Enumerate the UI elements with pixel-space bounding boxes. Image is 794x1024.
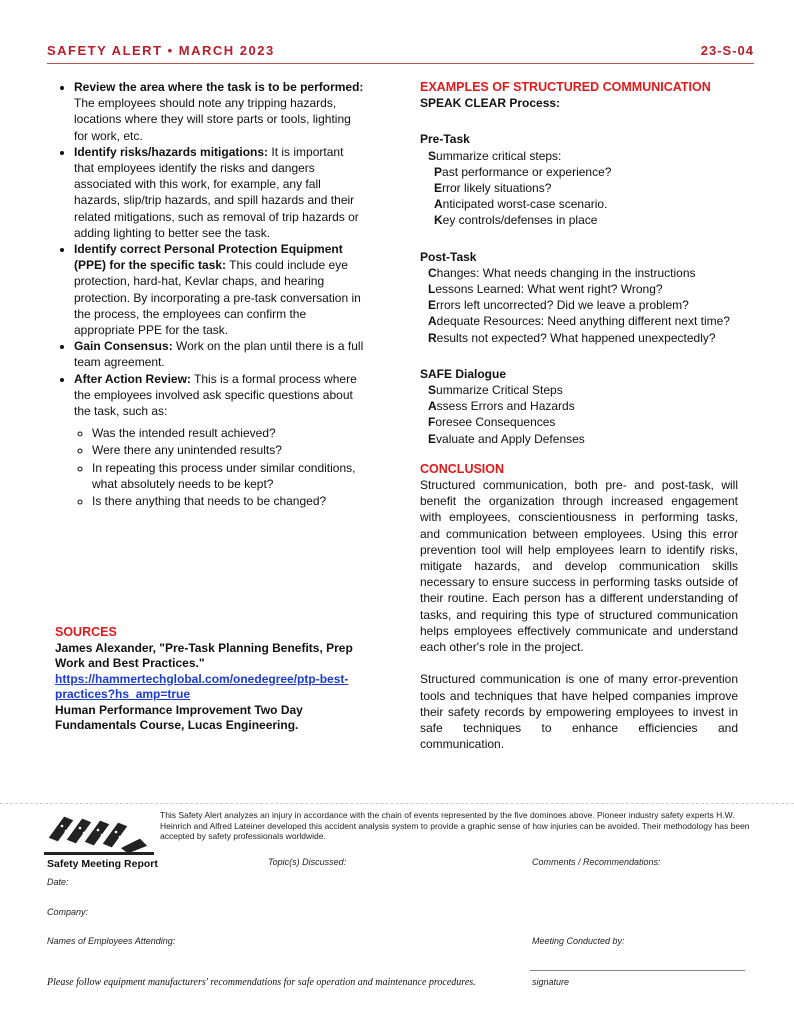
footer-description: This Safety Alert analyzes an injury in accordance with the chain of events represented by the five dominoes above. Pioneer industry safety experts H.W. Heinrich and Alfred Lateiner developed this accident analysis system to provide a graphic sense of how injuries can be avoided. Their methodology has been accepted by safety professionals worldwide. bbox=[160, 810, 750, 841]
signature-label: signature bbox=[532, 977, 570, 987]
page-header bbox=[47, 43, 754, 64]
source-link[interactable]: https://hammertechglobal.com/onedegree/ptp-best-practices?hs_amp=true bbox=[55, 671, 349, 701]
conclusion-paragraph-1: Structured communication, both pre- and post-task, will benefit the organization through increased engagement with employees, conscientiousness in performing tasks, and communication between employees. Using this error prevention tool will help employees learn to identify risks, mitigate hazards, and develop communication skills necessary to ensure success in performing tasks outside of their routine. Each person has a different understanding of tasks, and requiring this type of structured communication helps employees effectively communicate and understand each other's role in the project. bbox=[420, 478, 738, 655]
sources-section bbox=[55, 625, 365, 734]
list-item: ◦ In repeating this process under similar conditions, what absolutely needs to be kept? bbox=[92, 460, 366, 492]
left-column bbox=[56, 79, 366, 510]
conclusion-paragraph-2: Structured communication is one of many error-prevention tools and techniques that have helped companies improve their safety records by empowering employees to invest in safe techniques to enhance efficiencies and communication. bbox=[420, 672, 738, 752]
employees-label: Names of Employees Attending: bbox=[47, 936, 176, 946]
safe-item: Summarize Critical Steps bbox=[428, 383, 563, 398]
list-item: ◦ Was the intended result achieved? bbox=[92, 425, 366, 441]
pretask-lead: Summarize critical steps: bbox=[428, 148, 562, 163]
source-1: James Alexander, "Pre-Task Planning Benefits, Prep Work and Best Practices." bbox=[55, 640, 353, 670]
company-label: Company: bbox=[47, 907, 89, 917]
topics-label: Topic(s) Discussed: bbox=[268, 857, 347, 867]
date-label: Date: bbox=[47, 877, 69, 887]
safe-item: Foresee Consequences bbox=[428, 415, 556, 430]
list-item: ◦ Is there anything that needs to be changed? bbox=[92, 493, 366, 509]
posttask-item: Results not expected? What happened unexpectedly? bbox=[428, 330, 716, 345]
list-item: • Review the area where the task is to be performed: The employees should note any tripping hazards, locations where they will store parts or tools, lighting for work, etc. bbox=[74, 79, 366, 144]
safe-dialogue-title: SAFE Dialogue bbox=[420, 366, 507, 381]
pretask-title: Pre-Task bbox=[420, 132, 470, 147]
examples-heading: EXAMPLES OF STRUCTURED COMMUNICATION bbox=[420, 80, 711, 94]
pretask-item: Key controls/defenses in place bbox=[434, 213, 598, 228]
pretask-item: Past performance or experience? bbox=[434, 164, 612, 179]
review-questions-list bbox=[74, 425, 366, 509]
posttask-title: Post-Task bbox=[420, 249, 477, 264]
list-item: • Identify correct Personal Protection Equipment (PPE) for the specific task: This could include eye protection, hard-hat, Kevlar chaps, and hearing protection. By incorporating a pre-task conversation in the process, the employees can confirm the appropriate PPE for the task. bbox=[74, 241, 366, 338]
speak-clear-title: SPEAK CLEAR Process: bbox=[420, 96, 561, 111]
conclusion-heading: CONCLUSION bbox=[420, 461, 505, 476]
safe-item: Assess Errors and Hazards bbox=[428, 399, 575, 414]
alert-title: SAFETY ALERT • MARCH 2023 bbox=[47, 43, 275, 58]
report-title: Safety Meeting Report bbox=[47, 858, 158, 870]
posttask-item: Lessons Learned: What went right? Wrong? bbox=[428, 282, 663, 297]
divider bbox=[0, 803, 794, 804]
pretask-item: Anticipated worst-case scenario. bbox=[434, 197, 608, 212]
right-column bbox=[420, 79, 738, 752]
safe-item: Evaluate and Apply Defenses bbox=[428, 431, 585, 446]
posttask-item: Adequate Resources: Need anything different next time? bbox=[428, 314, 730, 329]
list-item: • Gain Consensus: Work on the plan until there is a full team agreement. bbox=[74, 338, 366, 370]
list-item: ◦ Were there any unintended results? bbox=[92, 442, 366, 458]
sources-heading: SOURCES bbox=[55, 625, 117, 639]
comments-label: Comments / Recommendations: bbox=[532, 857, 661, 867]
dominoes-logo-icon bbox=[44, 808, 156, 858]
signature-line bbox=[530, 970, 745, 971]
posttask-item: Errors left uncorrected? Did we leave a problem? bbox=[428, 298, 689, 313]
alert-number: 23-S-04 bbox=[700, 43, 754, 58]
posttask-item: Changes: What needs changing in the instructions bbox=[428, 265, 696, 280]
steps-list bbox=[56, 79, 366, 509]
conducted-label: Meeting Conducted by: bbox=[532, 936, 625, 946]
safety-note: Please follow equipment manufacturers' recommendations for safe operation and maintenance procedures. bbox=[47, 977, 476, 988]
pretask-item: Error likely situations? bbox=[434, 181, 552, 196]
source-2: Human Performance Improvement Two Day Fundamentals Course, Lucas Engineering. bbox=[55, 702, 303, 732]
list-item: • Identify risks/hazards mitigations: It is important that employees identify the risks and dangers associated with this work, for example, any fall hazards, slip/trip hazards, and spill hazards and their related mitigations, such as removal of trip hazards or adding lighting to better see the task. bbox=[74, 144, 366, 241]
list-item: • After Action Review: This is a formal process where the employees involved ask specific questions about the task, such as: ◦ Was the intended result achieved? ◦ Were there any unintended results? ◦ In repeating this process under similar conditions, what absolutely needs to be kept? ◦ Is there anything that needs to be changed? bbox=[74, 371, 366, 510]
